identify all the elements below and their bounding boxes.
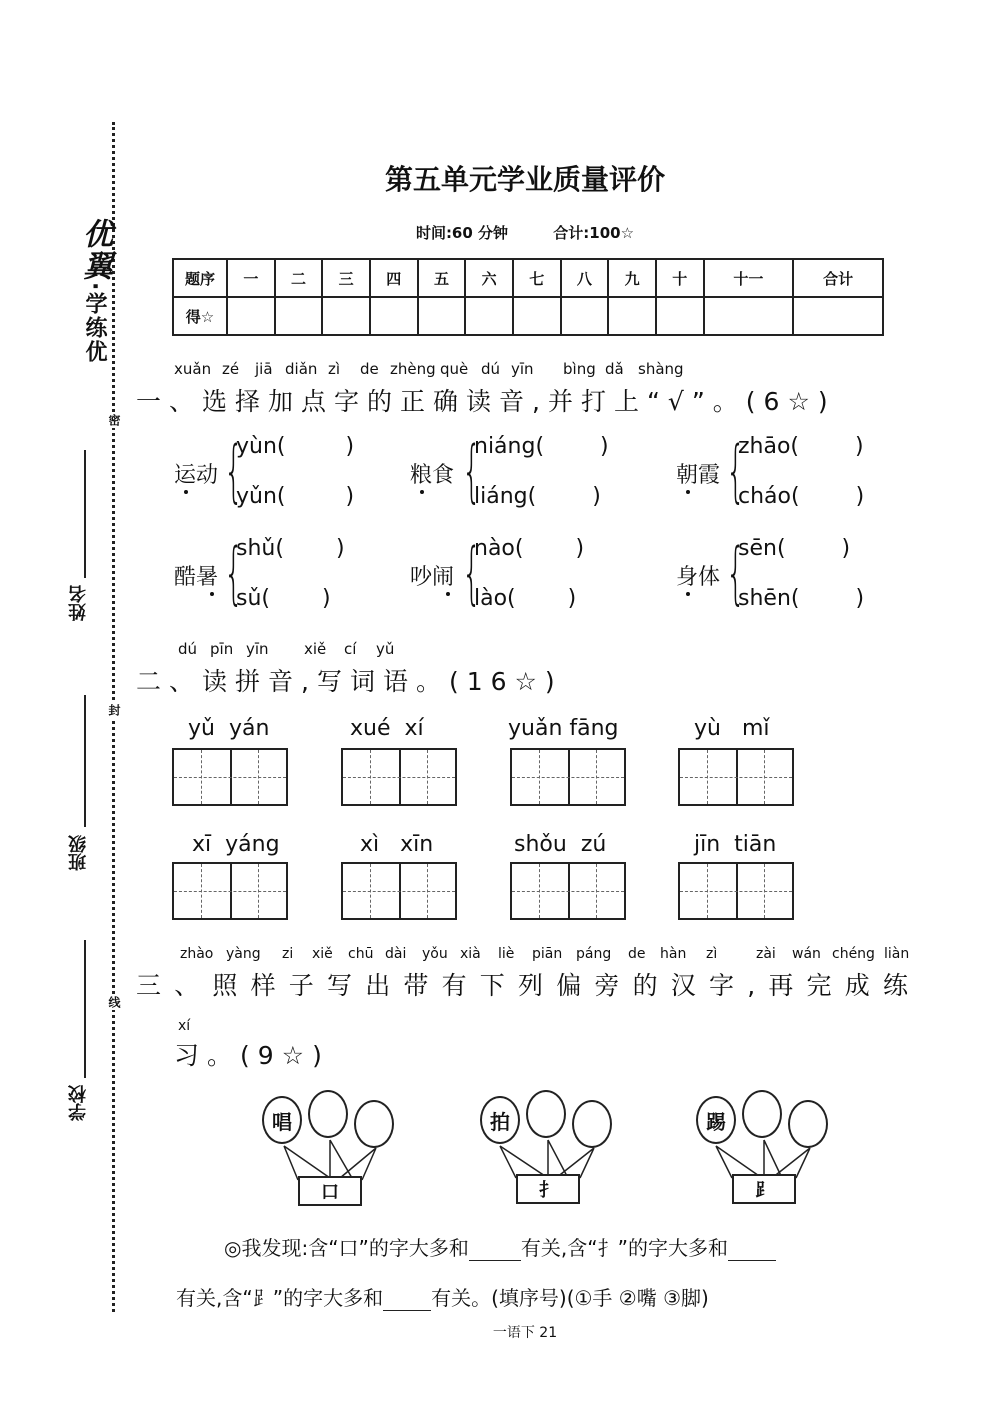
- q3-pinyin-syllable: dài: [385, 946, 407, 962]
- q3-pinyin-syllable: chū: [348, 946, 374, 962]
- q1-option: shēn( ): [738, 586, 865, 611]
- balloon[interactable]: [572, 1100, 612, 1148]
- balloon-example: 踢: [696, 1096, 736, 1144]
- q2-pinyin-word: yǔ yán: [188, 716, 270, 741]
- q3-pinyin-syllable: wán: [792, 946, 821, 962]
- binder-mark-3: 线: [107, 996, 121, 1008]
- score-col: 二: [275, 259, 323, 297]
- balloon[interactable]: [788, 1100, 828, 1148]
- score-col: 六: [465, 259, 513, 297]
- q1-title: 一、选择加点字的正确读音,并打上“√”。(6☆): [136, 387, 836, 416]
- q3-title-2: 习。(9☆): [174, 1041, 330, 1070]
- school-label: 学校: [68, 1085, 89, 1121]
- q3-pinyin-syllable: xiě: [312, 946, 333, 962]
- q1-pinyin-syllable: dú: [481, 360, 501, 378]
- brace: {: [223, 534, 244, 613]
- q2-pinyin-word: yù mǐ: [694, 716, 770, 741]
- discovery-line-1: ◎我发现:含“口”的字大多和 有关,含“扌”的字大多和: [224, 1232, 776, 1261]
- q3-pinyin-2: xí: [178, 1018, 191, 1034]
- q1-option: shǔ( ): [236, 536, 345, 561]
- q1-word: 粮食: [410, 463, 455, 488]
- q3-pinyin-syllable: hàn: [660, 946, 687, 962]
- q3-pinyin-syllable: piān: [532, 946, 563, 962]
- name-label: 姓名: [68, 585, 89, 621]
- radical-basket: 扌: [516, 1174, 580, 1204]
- q1-word: 运动: [174, 463, 219, 488]
- score-col: 七: [513, 259, 561, 297]
- q1-option: nào( ): [474, 536, 585, 561]
- q3-pinyin-syllable: zi: [282, 946, 294, 962]
- score-col: 一: [227, 259, 275, 297]
- total-score: 合计:100☆: [553, 224, 635, 242]
- answer-blank[interactable]: [383, 1290, 431, 1311]
- brace: {: [461, 534, 482, 613]
- q1-pinyin-syllable: xuǎn: [174, 360, 212, 378]
- q3-pinyin-syllable: zì: [706, 946, 718, 962]
- q3-pinyin-syllable: zài: [756, 946, 776, 962]
- q2-pinyin-word: xī yáng: [192, 832, 280, 857]
- q1-option: yùn( ): [236, 434, 355, 459]
- score-col: 五: [418, 259, 466, 297]
- brand-logo: 优翼·学练优: [77, 218, 112, 365]
- page-title: 第五单元学业质量评价: [384, 163, 665, 196]
- q1-pinyin-syllable: shàng: [638, 360, 684, 378]
- discovery-line-2: 有关,含“⻊”的字大多和 有关。(填序号)(①手 ②嘴 ③脚): [176, 1286, 709, 1310]
- q3-pinyin-syllable: xià: [460, 946, 481, 962]
- score-col: 十: [656, 259, 704, 297]
- score-col: 十一: [704, 259, 794, 297]
- brace: {: [461, 432, 482, 511]
- q3-pinyin-syllable: zhào: [180, 946, 214, 962]
- score-col: 四: [370, 259, 418, 297]
- q1-option: cháo( ): [738, 484, 865, 509]
- q2-pinyin-word: shǒu zú: [514, 832, 607, 857]
- q1-pinyin-syllable: què: [440, 360, 469, 378]
- q2-title: 二、读拼音,写词语。(16☆): [136, 667, 563, 696]
- radical-basket: 口: [298, 1176, 362, 1206]
- score-col: 八: [561, 259, 609, 297]
- q1-word: 朝霞: [676, 463, 721, 488]
- balloon-example: 唱: [262, 1096, 302, 1144]
- q2-pinyin-word: xì xīn: [360, 832, 434, 857]
- q3-pinyin-syllable: chéng: [832, 946, 875, 962]
- brace: {: [725, 432, 746, 511]
- q1-pinyin-syllable: diǎn: [285, 360, 318, 378]
- q2-pinyin-syllable: dú: [178, 640, 198, 658]
- page-footer: 一语下 21: [492, 1325, 558, 1341]
- q2-pinyin-syllable: pīn: [210, 640, 234, 658]
- radical-basket: ⻊: [732, 1174, 796, 1204]
- q2-pinyin-syllable: yǔ: [376, 640, 395, 658]
- balloon[interactable]: [354, 1100, 394, 1148]
- q1-pinyin-syllable: yīn: [511, 360, 534, 378]
- q1-word: 酷暑: [174, 565, 219, 590]
- score-table-row-label: 题序: [173, 259, 227, 297]
- balloon[interactable]: [742, 1090, 782, 1138]
- q2-pinyin-syllable: xiě: [304, 640, 327, 658]
- q3-pinyin-syllable: liàn: [884, 946, 910, 962]
- q1-option: liáng( ): [474, 484, 601, 509]
- balloon[interactable]: [308, 1090, 348, 1138]
- q3-pinyin-syllable: de: [628, 946, 646, 962]
- q1-option: yǔn( ): [236, 484, 355, 509]
- q1-pinyin-syllable: jiā: [255, 360, 273, 378]
- binder-mark-1: 密: [107, 414, 121, 426]
- q1-option: lào( ): [474, 586, 577, 611]
- brace: {: [725, 534, 746, 613]
- score-col: 九: [608, 259, 656, 297]
- q1-word: 吵闹: [410, 565, 455, 590]
- q1-option: niáng( ): [474, 434, 609, 459]
- q2-pinyin-syllable: yīn: [246, 640, 269, 658]
- q1-word: 身体: [676, 565, 721, 590]
- answer-blank[interactable]: [728, 1240, 776, 1261]
- class-label: 班级: [68, 835, 89, 871]
- q3-pinyin-syllable: yǒu: [422, 946, 448, 962]
- brace: {: [223, 432, 244, 511]
- q1-pinyin-syllable: de: [360, 360, 379, 378]
- time-limit: 时间:60 分钟: [415, 224, 509, 242]
- score-table-row-label: 得☆: [173, 297, 227, 335]
- q1-pinyin-syllable: bìng: [563, 360, 596, 378]
- q1-option: sēn( ): [738, 536, 851, 561]
- q1-pinyin-syllable: dǎ: [605, 360, 624, 378]
- q3-title: 三、照样子写出带有下列偏旁的汉字,再完成练: [136, 971, 922, 1000]
- q1-pinyin-syllable: zé: [222, 360, 240, 378]
- q1-pinyin-syllable: zhèng: [390, 360, 436, 378]
- q2-pinyin-word: yuǎn fāng: [508, 716, 619, 741]
- score-col: 三: [322, 259, 370, 297]
- binder-mark-2: 封: [107, 704, 121, 716]
- balloon[interactable]: [526, 1090, 566, 1138]
- q3-pinyin-syllable: liè: [498, 946, 515, 962]
- q1-option: zhāo( ): [738, 434, 864, 459]
- q2-pinyin-word: xué xí: [350, 716, 424, 741]
- q1-pinyin-syllable: zì: [328, 360, 341, 378]
- q2-pinyin-word: jīn tiān: [694, 832, 777, 857]
- q1-option: sǔ( ): [236, 586, 331, 611]
- q2-pinyin-syllable: cí: [344, 640, 357, 658]
- score-col: 合计: [793, 259, 883, 297]
- q3-pinyin-syllable: páng: [576, 946, 612, 962]
- balloon-example: 拍: [480, 1096, 520, 1144]
- answer-blank[interactable]: [469, 1240, 521, 1261]
- q3-pinyin-syllable: yàng: [226, 946, 261, 962]
